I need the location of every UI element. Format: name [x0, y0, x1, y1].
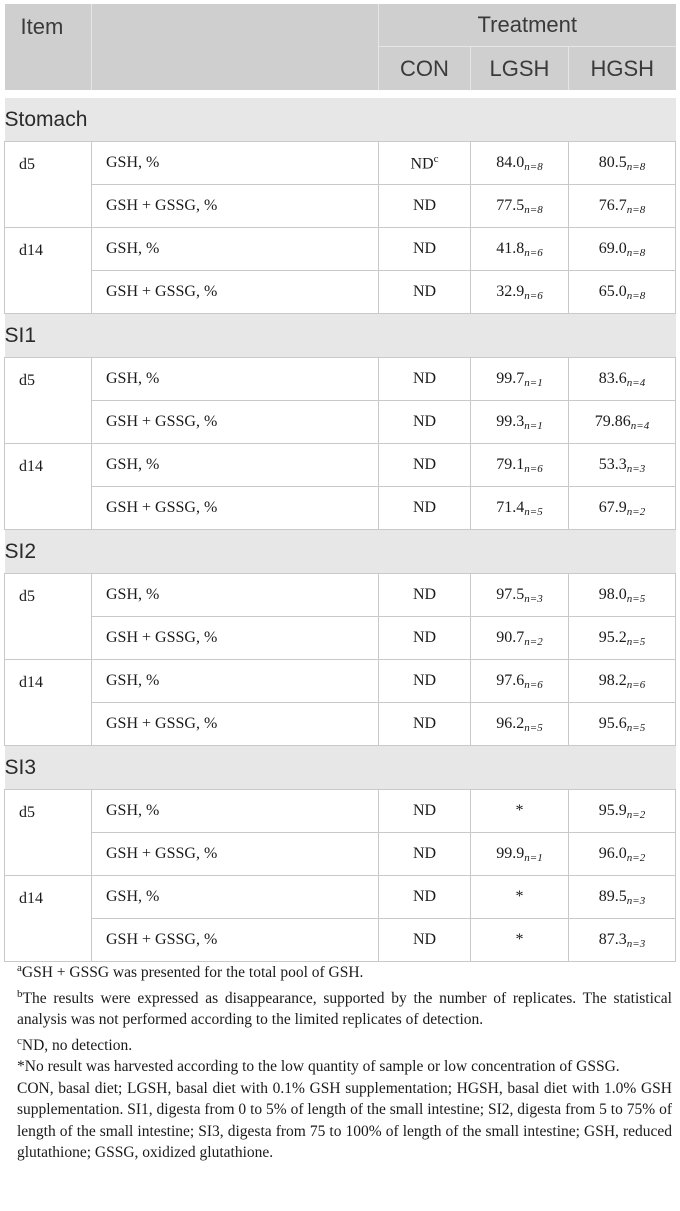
footnote-c [17, 1031, 672, 1057]
lgsh-value: 32.9 [496, 282, 525, 300]
lgsh-n: n=8 [524, 160, 543, 173]
con-value: ND [412, 456, 437, 473]
con-value: ND [412, 888, 437, 905]
con-value: ND [412, 845, 437, 862]
day-label: d5 [5, 142, 92, 228]
lgsh-value: 41.8 [496, 239, 525, 257]
cell-hgsh [569, 833, 676, 876]
table-row [5, 487, 676, 530]
lgsh-value: 99.3 [496, 412, 525, 430]
lgsh-n: n=3 [524, 592, 543, 605]
cell-hgsh [569, 228, 676, 271]
lgsh-n: n=8 [524, 203, 543, 216]
day-label: d14 [5, 876, 92, 962]
section-label: SI1 [5, 314, 676, 358]
con-value: ND [412, 499, 437, 516]
lgsh-n: n=5 [524, 505, 543, 518]
lgsh-n: n=5 [524, 721, 543, 734]
cell-con [379, 444, 471, 487]
cell-hgsh [569, 401, 676, 444]
cell-con [379, 142, 471, 185]
hgsh-n: n=3 [626, 462, 646, 475]
table-row [5, 876, 676, 919]
hgsh-n: n=5 [626, 635, 646, 648]
cell-hgsh [569, 919, 676, 962]
hgsh-value: 65.0 [598, 282, 627, 300]
measure-label: GSH + GSSG, % [92, 617, 379, 660]
hgsh-n: n=2 [626, 851, 646, 864]
table-row [5, 574, 676, 617]
header-gap [5, 90, 676, 98]
hgsh-value: 95.6 [598, 714, 627, 732]
hgsh-value: 98.2 [598, 671, 627, 689]
hgsh-value: 87.3 [598, 930, 627, 948]
measure-label: GSH, % [92, 876, 379, 919]
con-value: ND [412, 370, 437, 387]
section-row [5, 530, 676, 574]
hgsh-n: n=2 [626, 808, 646, 821]
footnote-a-text: GSH + GSSG was presented for the total pool of GSH. [21, 964, 364, 982]
lgsh-n: n=1 [524, 376, 543, 389]
cell-lgsh [471, 617, 569, 660]
cell-hgsh [569, 358, 676, 401]
cell-lgsh [471, 703, 569, 746]
cell-con [379, 228, 471, 271]
cell-lgsh [471, 833, 569, 876]
measure-label: GSH, % [92, 790, 379, 833]
lgsh-value: 99.7 [496, 369, 525, 387]
hgsh-n: n=3 [626, 894, 646, 907]
cell-lgsh [471, 142, 569, 185]
hgsh-n: n=8 [626, 160, 646, 173]
con-value: ND [412, 413, 437, 430]
cell-lgsh [471, 185, 569, 228]
measure-label: GSH, % [92, 660, 379, 703]
cell-con [379, 660, 471, 703]
section-label: Stomach [5, 98, 676, 142]
cell-con [379, 574, 471, 617]
lgsh-value: 77.5 [496, 196, 525, 214]
lgsh-value: 79.1 [496, 455, 525, 473]
cell-lgsh [471, 444, 569, 487]
day-label: d5 [5, 358, 92, 444]
lgsh-n: n=1 [524, 851, 543, 864]
con-value: ND [410, 155, 434, 173]
hgsh-value: 53.3 [598, 455, 627, 473]
lgsh-value: 90.7 [496, 628, 525, 646]
cell-lgsh [471, 487, 569, 530]
header-treatment: Treatment [379, 4, 676, 47]
cell-lgsh [471, 228, 569, 271]
footnote-b-mark: b [17, 987, 23, 1000]
cell-con [379, 876, 471, 919]
header-lgsh: LGSH [471, 47, 569, 91]
table-row [5, 919, 676, 962]
section-row [5, 746, 676, 790]
measure-label: GSH, % [92, 574, 379, 617]
cell-con [379, 271, 471, 314]
day-label: d14 [5, 444, 92, 530]
table-body [5, 90, 676, 962]
hgsh-value: 95.2 [598, 628, 627, 646]
cell-hgsh [569, 876, 676, 919]
section-label: SI2 [5, 530, 676, 574]
hgsh-n: n=8 [626, 289, 646, 302]
con-value: ND [412, 283, 437, 300]
lgsh-n: n=6 [524, 246, 543, 259]
section-row [5, 314, 676, 358]
day-label: d5 [5, 790, 92, 876]
header-hgsh: HGSH [569, 47, 676, 91]
hgsh-n: n=4 [630, 419, 650, 432]
hgsh-value: 95.9 [598, 801, 627, 819]
measure-label: GSH, % [92, 228, 379, 271]
cell-lgsh [471, 876, 569, 919]
cell-hgsh [569, 444, 676, 487]
footnotes [17, 958, 672, 1164]
footnote-c-text: ND, no detection. [21, 1036, 133, 1054]
measure-label: GSH, % [92, 444, 379, 487]
table-row [5, 142, 676, 185]
header-blank [92, 4, 379, 90]
table-row [5, 660, 676, 703]
footnote-star: *No result was harvested according to the low quantity of sample or low concentration of GSSG. [17, 1058, 620, 1076]
lgsh-n: n=1 [524, 419, 543, 432]
lgsh-value: * [515, 802, 524, 819]
cell-lgsh [471, 919, 569, 962]
cell-hgsh [569, 790, 676, 833]
lgsh-value: 84.0 [496, 153, 525, 171]
table-row [5, 790, 676, 833]
footnote-a [17, 958, 672, 984]
measure-label: GSH + GSSG, % [92, 185, 379, 228]
section-label: SI3 [5, 746, 676, 790]
table-row [5, 185, 676, 228]
lgsh-value: 71.4 [496, 498, 525, 516]
cell-hgsh [569, 574, 676, 617]
hgsh-n: n=5 [626, 721, 646, 734]
measure-label: GSH + GSSG, % [92, 487, 379, 530]
hgsh-n: n=8 [626, 246, 646, 259]
cell-hgsh [569, 142, 676, 185]
measure-label: GSH, % [92, 358, 379, 401]
cell-hgsh [569, 487, 676, 530]
table-row [5, 444, 676, 487]
lgsh-value: 96.2 [496, 714, 525, 732]
header-row-1 [5, 4, 676, 47]
cell-hgsh [569, 703, 676, 746]
hgsh-value: 98.0 [598, 585, 627, 603]
hgsh-value: 80.5 [598, 153, 627, 171]
hgsh-n: n=5 [626, 592, 646, 605]
measure-label: GSH + GSSG, % [92, 919, 379, 962]
measure-label: GSH + GSSG, % [92, 271, 379, 314]
table-row [5, 271, 676, 314]
cell-lgsh [471, 574, 569, 617]
cell-con [379, 185, 471, 228]
cell-lgsh [471, 790, 569, 833]
cell-lgsh [471, 660, 569, 703]
con-value: ND [412, 586, 437, 603]
cell-con [379, 487, 471, 530]
day-label: d5 [5, 574, 92, 660]
hgsh-n: n=2 [626, 505, 646, 518]
hgsh-value: 83.6 [598, 369, 627, 387]
table-row [5, 401, 676, 444]
table-row [5, 703, 676, 746]
lgsh-value: * [515, 888, 524, 905]
lgsh-value: 97.5 [496, 585, 525, 603]
table-row [5, 358, 676, 401]
footnote-a-mark: a [17, 962, 22, 974]
cell-con [379, 703, 471, 746]
lgsh-n: n=2 [524, 635, 543, 648]
hgsh-value: 89.5 [598, 887, 627, 905]
cell-hgsh [569, 660, 676, 703]
results-table [4, 4, 676, 962]
cell-hgsh [569, 271, 676, 314]
measure-label: GSH + GSSG, % [92, 401, 379, 444]
cell-hgsh [569, 185, 676, 228]
footnote-abbreviations: CON, basal diet; LGSH, basal diet with 0.1% GSH supplementation; HGSH, basal diet with 1.0% GSH supplementation. SI1, digesta from 0 to 5% of length of the small intestine; SI2, digesta from 5 to 75% of length of the small intestine; SI3, digesta from 75 to 100% of length of the small intestine; GSH, reduced glutathione; GSSG, oxidized glutathione. [17, 1079, 672, 1162]
cell-hgsh [569, 617, 676, 660]
lgsh-value: 97.6 [496, 671, 525, 689]
lgsh-value: 99.9 [496, 844, 525, 862]
cell-con [379, 401, 471, 444]
con-value: ND [412, 672, 437, 689]
cell-con [379, 358, 471, 401]
measure-label: GSH + GSSG, % [92, 833, 379, 876]
cell-con [379, 833, 471, 876]
header-con: CON [379, 47, 471, 91]
day-label: d14 [5, 660, 92, 746]
header-item: Item [5, 4, 92, 90]
cell-lgsh [471, 271, 569, 314]
hgsh-n: n=8 [626, 203, 646, 216]
table-row [5, 833, 676, 876]
lgsh-n: n=6 [524, 678, 543, 691]
section-row [5, 98, 676, 142]
con-value: ND [412, 715, 437, 732]
con-value: ND [412, 931, 437, 948]
hgsh-n: n=3 [626, 937, 646, 950]
table-row [5, 617, 676, 660]
cell-lgsh [471, 358, 569, 401]
hgsh-value: 67.9 [598, 498, 627, 516]
footnote-b [17, 984, 672, 1031]
footnote-c-mark: c [17, 1034, 22, 1047]
con-value: ND [412, 197, 437, 214]
hgsh-n: n=6 [626, 678, 646, 691]
measure-label: GSH, % [92, 142, 379, 185]
cell-con [379, 617, 471, 660]
hgsh-value: 76.7 [598, 196, 627, 214]
lgsh-value: * [515, 931, 524, 948]
day-label: d14 [5, 228, 92, 314]
cell-con [379, 919, 471, 962]
hgsh-n: n=4 [626, 376, 646, 389]
cell-lgsh [471, 401, 569, 444]
con-value: ND [412, 629, 437, 646]
table-row [5, 228, 676, 271]
footnote-b-text: The results were expressed as disappearance, supported by the number of replicates. The statistical analysis was not performed according to the limited replicates of detection. [17, 989, 672, 1029]
lgsh-n: n=6 [524, 462, 543, 475]
con-value: ND [412, 240, 437, 257]
measure-label: GSH + GSSG, % [92, 703, 379, 746]
cell-con [379, 790, 471, 833]
con-value: ND [412, 802, 437, 819]
lgsh-n: n=6 [524, 289, 543, 302]
hgsh-value: 69.0 [598, 239, 627, 257]
con-footnote-mark: c [433, 152, 439, 165]
hgsh-value: 96.0 [598, 844, 627, 862]
hgsh-value: 79.86 [594, 412, 631, 430]
